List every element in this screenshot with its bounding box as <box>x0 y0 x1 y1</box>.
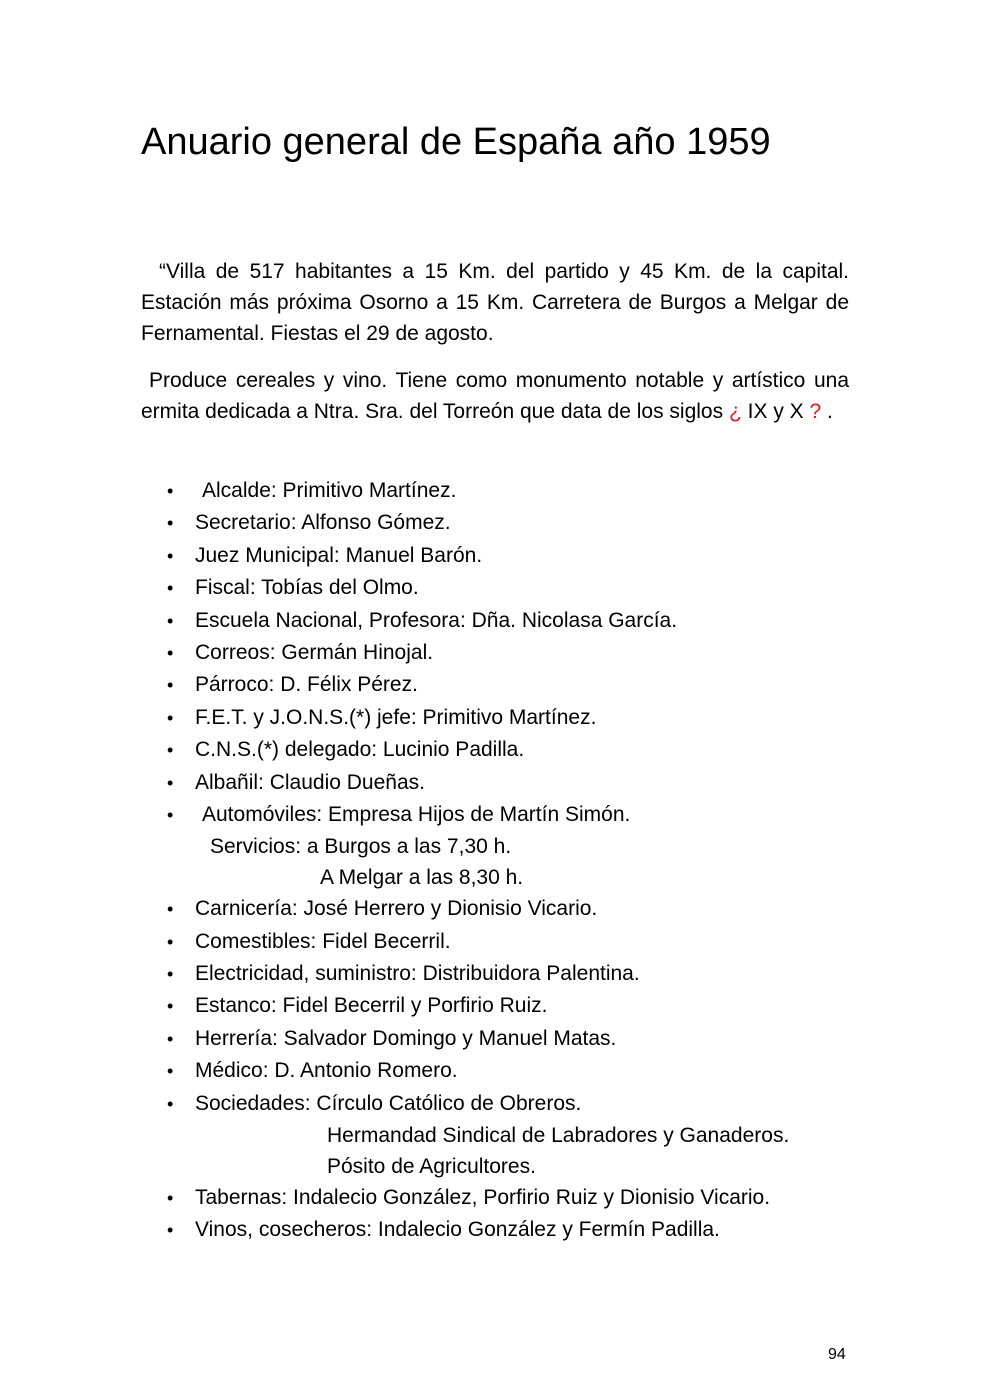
bullet-icon: • <box>167 1028 174 1049</box>
list-item-continuation <box>0 862 990 893</box>
centuries-text: IX y X <box>747 400 804 423</box>
list-item-text: Juez Municipal: Manuel Barón. <box>195 543 483 567</box>
list-item <box>0 1214 990 1246</box>
bullet-icon: • <box>167 481 174 501</box>
bullet-icon: • <box>167 707 174 728</box>
list-item-text: Comestibles: Fidel Becerril. <box>195 929 451 953</box>
list-item-continuation <box>0 831 990 862</box>
list-item <box>0 799 990 831</box>
list-item-text: Alcalde: Primitivo Martínez. <box>202 479 457 502</box>
list-item-text: F.E.T. y J.O.N.S.(*) jefe: Primitivo Martínez. <box>195 705 597 729</box>
list-item <box>0 926 990 958</box>
list-item-text: Tabernas: Indalecio González, Porfirio Ruiz y Dionisio Vicario. <box>195 1186 771 1210</box>
bullet-icon: • <box>167 1188 174 1209</box>
bullet-icon: • <box>167 1093 174 1114</box>
list-item <box>0 475 990 507</box>
list-item-text: Secretario: Alfonso Gómez. <box>195 511 451 535</box>
bullet-icon: • <box>167 772 174 793</box>
bullet-icon: • <box>167 675 174 696</box>
list-item-text: Hermandad Sindical de Labradores y Ganaderos. <box>327 1124 790 1148</box>
list-item <box>0 605 990 637</box>
list-item <box>0 507 990 539</box>
list-item-text: C.N.S.(*) delegado: Lucinio Padilla. <box>195 738 525 762</box>
bullet-icon: • <box>167 964 174 985</box>
close-question-mark: ? <box>809 400 822 423</box>
page-number: 94 <box>828 1346 846 1363</box>
list-item-text: Escuela Nacional, Profesora: Dña. Nicolasa García. <box>195 608 678 632</box>
directory-list <box>0 475 990 1247</box>
bullet-icon: • <box>167 1061 174 1082</box>
list-item <box>0 1023 990 1055</box>
list-item-text: Vinos, cosecheros: Indalecio González y Fermín Padilla. <box>195 1218 720 1242</box>
list-item <box>0 669 990 701</box>
bullet-icon: • <box>167 545 174 566</box>
list-item-text: A Melgar a las 8,30 h. <box>320 866 524 890</box>
bullet-icon: • <box>167 740 174 761</box>
list-item-text: Médico: D. Antonio Romero. <box>195 1059 458 1083</box>
list-item-text: Automóviles: Empresa Hijos de Martín Simón. <box>202 802 631 826</box>
bullet-icon: • <box>167 513 174 534</box>
list-item <box>0 572 990 604</box>
intro-paragraph: “Villa de 517 habitantes a 15 Km. del partido y 45 Km. de la capital. Estación más próxima Osorno a 15 Km. Carretera de Burgos a Melgar de Fernamental. Fiestas el 29 de agosto. <box>141 260 849 345</box>
bullet-icon: • <box>167 804 174 825</box>
description-end: . <box>827 400 833 423</box>
bullet-icon: • <box>167 996 174 1017</box>
list-item <box>0 637 990 669</box>
description-paragraph <box>141 365 849 427</box>
list-item-text: Herrería: Salvador Domingo y Manuel Matas. <box>195 1026 617 1050</box>
bullet-icon: • <box>167 578 174 599</box>
list-item <box>0 990 990 1022</box>
list-item-text: Pósito de Agricultores. <box>327 1155 536 1179</box>
list-item-text: Sociedades: Círculo Católico de Obreros. <box>195 1091 582 1115</box>
open-question-mark: ¿ <box>728 400 742 423</box>
bullet-icon: • <box>167 610 174 631</box>
list-item-text: Servicios: a Burgos a las 7,30 h. <box>210 835 512 859</box>
list-item-text: Estanco: Fidel Becerril y Porfirio Ruiz. <box>195 994 548 1018</box>
bullet-icon: • <box>167 1220 174 1241</box>
list-item <box>0 1182 990 1214</box>
list-item-continuation <box>0 1151 990 1182</box>
bullet-icon: • <box>167 899 174 920</box>
list-item <box>0 734 990 766</box>
list-item <box>0 1088 990 1120</box>
list-item-text: Fiscal: Tobías del Olmo. <box>195 576 419 600</box>
list-item-text: Electricidad, suministro: Distribuidora Palentina. <box>195 962 640 986</box>
bullet-icon: • <box>167 642 174 663</box>
list-item <box>0 540 990 572</box>
list-item <box>0 958 990 990</box>
list-item <box>0 1055 990 1087</box>
list-item-text: Correos: Germán Hinojal. <box>195 640 434 664</box>
bullet-icon: • <box>167 931 174 952</box>
list-item <box>0 702 990 734</box>
list-item <box>0 893 990 925</box>
list-item-text: Albañil: Claudio Dueñas. <box>195 770 425 794</box>
description-text: Produce cereales y vino. Tiene como monumento notable y artístico una ermita dedicada a Ntra. Sra. del Torreón que data de los siglos <box>141 369 849 423</box>
list-item-continuation <box>0 1120 990 1151</box>
list-item-text: Párroco: D. Félix Pérez. <box>195 673 418 697</box>
list-item-text: Carnicería: José Herrero y Dionisio Vicario. <box>195 897 598 921</box>
page-title: Anuario general de España año 1959 <box>141 121 771 163</box>
list-item <box>0 767 990 799</box>
